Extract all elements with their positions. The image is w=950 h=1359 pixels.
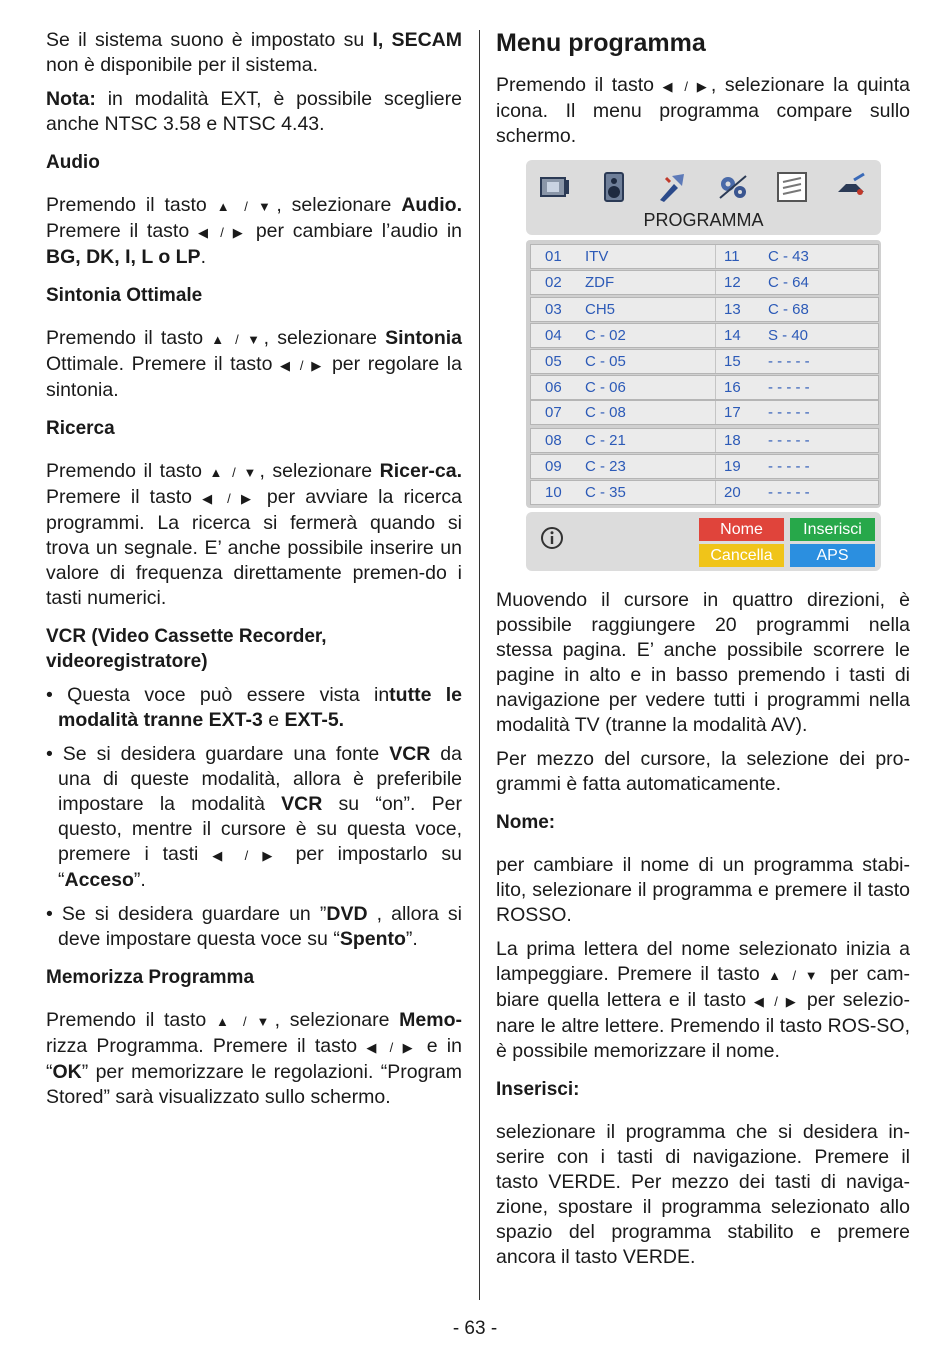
up-down-arrows-icon: ▲ / ▼: [216, 199, 277, 214]
program-name-right: C - 64: [768, 274, 809, 291]
program-number-right: 13: [724, 301, 741, 318]
program-number-right: 17: [724, 404, 741, 421]
aps-button[interactable]: APS: [790, 544, 875, 567]
heading-audio: Audio: [46, 152, 100, 173]
up-down-arrows-icon: ▲ / ▼: [768, 968, 822, 983]
left-right-arrows-icon: ◀ / ▶: [202, 491, 257, 506]
paragraph-inserisci: selezionare il programma che si desidera in-serire con i tasti di navigazione. Premere il tasto VERDE. Per mezzo dei tasti di naviga-zione, spostare il programma selezionato allo spazio del programma stabilito e premere ancora il tasto VERDE.: [496, 1121, 910, 1268]
right-column-bottom: [496, 588, 910, 1279]
program-number-left: 09: [545, 458, 562, 475]
program-name-left: C - 05: [585, 353, 626, 370]
program-number-left: 01: [545, 248, 562, 265]
left-right-arrows-icon: ◀ / ▶: [212, 848, 282, 863]
program-number-right: 18: [724, 432, 741, 449]
speaker-icon[interactable]: [597, 170, 631, 204]
row-separator: [715, 350, 716, 373]
program-name-right: S - 40: [768, 327, 809, 344]
bullet-vcr-modes: • Questa voce può essere vista intutte le modalità tranne EXT-3 e EXT-5.: [46, 684, 462, 731]
program-number-left: 07: [545, 404, 562, 421]
install-tools-icon[interactable]: [834, 170, 868, 204]
program-number-right: 12: [724, 274, 741, 291]
page-title: Menu programma: [496, 29, 706, 57]
program-row[interactable]: [530, 428, 879, 453]
paragraph-ricerca: Premendo il tasto ▲ / ▼, selezionare Ricer-ca. Premere il tasto ◀ / ▶ per avviare la ricerca programmi. La ricerca si fermerà quando si trova un segnale. E’ anche possibile inserire un valore di frequenza direttamente premen-do i tasti numerici.: [46, 460, 463, 609]
program-number-right: 15: [724, 353, 741, 370]
menu-title: PROGRAMMA: [643, 210, 764, 230]
program-name-right: C - 43: [768, 248, 809, 265]
program-row[interactable]: [530, 244, 879, 269]
tv-picture-icon[interactable]: [538, 170, 572, 204]
paragraph-auto-select: Per mezzo del cursore, la selezione dei pro-grammi è fatta automaticamente.: [496, 748, 910, 795]
program-name-left: C - 23: [585, 458, 626, 475]
heading-memorizza: Memorizza Programma: [46, 967, 255, 988]
up-down-arrows-icon: ▲ / ▼: [215, 1014, 275, 1029]
paragraph-memorizza: Premendo il tasto ▲ / ▼, selezionare Memo-rizza Programma. Premere il tasto ◀ / ▶ e in “OK” per memorizzare le regolazioni. “Program Stored” sarà visualizzato sullo schermo.: [46, 1009, 463, 1108]
left-right-arrows-icon: ◀ / ▶: [753, 994, 800, 1009]
heading-nome: Nome:: [496, 812, 556, 833]
program-menu: [526, 160, 881, 571]
paragraph-sound-system: Se il sistema suono è impostato su I, SECAM non è disponibile per il sistema.: [46, 29, 462, 76]
program-name-left: C - 02: [585, 327, 626, 344]
program-name-right: - - - - -: [768, 404, 810, 421]
column-divider: [479, 30, 480, 1300]
program-number-right: 19: [724, 458, 741, 475]
right-column-top: [496, 28, 910, 158]
menu-icon-bar: [538, 170, 868, 206]
row-separator: [715, 245, 716, 268]
program-number-right: 11: [724, 248, 740, 265]
heading-sintonia: Sintonia Ottimale: [46, 285, 203, 306]
program-name-right: - - - - -: [768, 432, 810, 449]
program-number-left: 06: [545, 379, 562, 396]
program-name-right: - - - - -: [768, 353, 810, 370]
nome-button[interactable]: Nome: [699, 518, 784, 541]
program-number-left: 10: [545, 484, 562, 501]
row-separator: [715, 481, 716, 504]
menu-header: [526, 160, 881, 235]
program-row[interactable]: [530, 454, 879, 479]
program-number-right: 14: [724, 327, 741, 344]
program-name-left: C - 06: [585, 379, 626, 396]
program-number-left: 03: [545, 301, 562, 318]
paragraph-note: Nota: in modalità EXT, è possibile scegliere anche NTSC 3.58 e NTSC 4.43.: [46, 88, 462, 135]
inserisci-button[interactable]: Inserisci: [790, 518, 875, 541]
program-row[interactable]: [530, 349, 879, 374]
cancella-button[interactable]: Cancella: [699, 544, 784, 567]
row-separator: [715, 271, 716, 294]
heading-inserisci: Inserisci:: [496, 1079, 580, 1100]
info-icon[interactable]: [540, 526, 564, 550]
program-name-left: CH5: [585, 301, 616, 318]
program-number-left: 02: [545, 274, 562, 291]
paragraph-nome-2: La prima lettera del nome selezionato inizia a lampeggiare. Premere il tasto ▲ / ▼ per cam-biare quella lettera e il tasto ◀ / ▶ per selezio-nare le altre lettere. Premendo il tasto ROS-SO, è possibile memorizzare il nome.: [496, 938, 910, 1062]
paragraph-audio: Premendo il tasto ▲ / ▼, selezionare Audio. Premere il tasto ◀ / ▶ per cambiare l’audio in BG, DK, I, L o LP.: [46, 194, 463, 268]
program-number-left: 04: [545, 327, 562, 344]
satellite-tools-icon[interactable]: [656, 170, 690, 204]
paragraph-nome-1: per cambiare il nome di un programma stabi-lito, selezionare il programma e premere il tasto ROSSO.: [496, 854, 910, 926]
program-number-left: 08: [545, 432, 562, 449]
menu-footer: [526, 512, 881, 571]
paragraph-sintonia: Premendo il tasto ▲ / ▼, selezionare Sintonia Ottimale. Premere il tasto ◀ / ▶ per regolare la sintonia.: [46, 327, 462, 401]
program-name-right: - - - - -: [768, 458, 810, 475]
program-name-left: C - 21: [585, 432, 626, 449]
row-separator: [715, 401, 716, 424]
left-column: [46, 28, 462, 1119]
left-right-arrows-icon: ◀ / ▶: [366, 1040, 418, 1055]
program-row[interactable]: [530, 297, 879, 322]
program-name-right: C - 68: [768, 301, 809, 318]
program-number-right: 20: [724, 484, 741, 501]
left-right-arrows-icon: ◀ / ▶: [662, 79, 711, 94]
left-right-arrows-icon: ◀ / ▶: [197, 225, 248, 240]
program-name-left: ITV: [585, 248, 609, 265]
bullet-dvd: • Se si desidera guardare un ”DVD , allora si deve impostare questa voce su “Spento”.: [46, 903, 462, 950]
program-row[interactable]: [530, 270, 879, 295]
program-row[interactable]: [530, 480, 879, 505]
row-separator: [715, 455, 716, 478]
paragraph-cursor: Muovendo il cursore in quattro direzioni, è possibile raggiungere 20 programmi nella stessa pagina. E’ anche possibile scorrere le pagine in alto e in basso premendo i tasti di navigazione per vedere tutti i programmi nella modalità TV (tranne la modalità AV).: [496, 589, 910, 736]
up-down-arrows-icon: ▲ / ▼: [211, 332, 264, 347]
heading-ricerca: Ricerca: [46, 418, 115, 439]
program-name-left: C - 35: [585, 484, 626, 501]
program-number-right: 16: [724, 379, 741, 396]
program-name-right: - - - - -: [768, 379, 810, 396]
row-separator: [715, 324, 716, 347]
program-number-left: 05: [545, 353, 562, 370]
row-separator: [715, 429, 716, 452]
program-list: [526, 240, 881, 508]
heading-vcr: VCR (Video Cassette Recorder, videoregistratore): [46, 626, 327, 672]
program-name-left: C - 08: [585, 404, 626, 421]
program-row[interactable]: [530, 323, 879, 348]
up-down-arrows-icon: ▲ / ▼: [209, 465, 260, 480]
program-name-right: - - - - -: [768, 484, 810, 501]
bullet-vcr-source: • Se si desidera guardare una fonte VCR da una di queste modalità, allora è preferibile impostare la modalità VCR su “on”. Per questo, mentre il cursore è su questa voce, premere i tasti ◀ / ▶ per impostarlo su “Acceso”.: [46, 743, 463, 891]
page-number: - 63 -: [452, 1318, 498, 1339]
left-right-arrows-icon: ◀ / ▶: [279, 358, 325, 373]
program-row[interactable]: [530, 375, 879, 400]
row-separator: [715, 298, 716, 321]
program-name-left: ZDF: [585, 274, 615, 291]
program-list-icon[interactable]: [775, 170, 809, 204]
features-gear-icon[interactable]: [716, 170, 750, 204]
program-row[interactable]: [530, 400, 879, 425]
row-separator: [715, 376, 716, 399]
paragraph-intro: Premendo il tasto ◀ / ▶, selezionare la quinta icona. Il menu programma compare sullo schermo.: [496, 74, 910, 147]
